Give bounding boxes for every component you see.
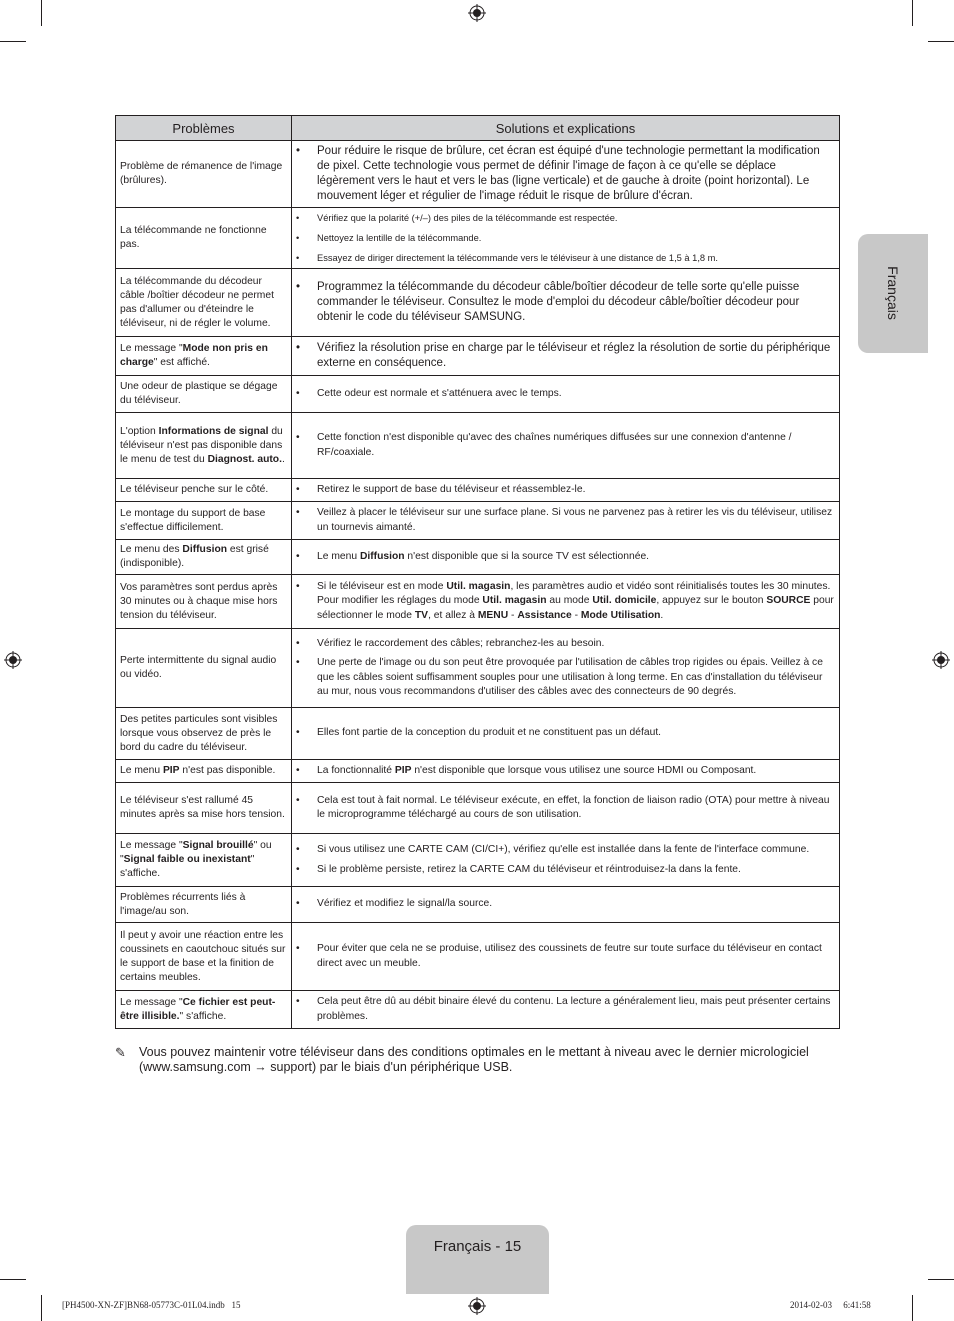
solution-item xyxy=(296,550,834,565)
problem-text-bold: Ce fichier est peut-être illisible. xyxy=(120,996,276,1022)
solution-text: Si vous utilisez une CARTE CAM (CI/CI+), vérifiez qu'elle est installée dans la fente de l'interface commune. xyxy=(317,844,810,855)
solution-item xyxy=(296,431,834,460)
solution-text: Pour réduire le risque de brûlure, cet écran est équipé d'une technologie permettant la modification de pixel. Cette technologie vous permet de définir l'image de façon à ce qu'elle se déplace légèrement vers le haut et vers le bas (ligne verticale) et de gauche à droite (point horizontal). Le mouvement léger et régulier de l'image réduit le risque de brûlure d'écran. xyxy=(317,145,820,202)
problem-text: Des petites particules sont visibles lorsque vous observez de près le bord du cadre du téléviseur. xyxy=(120,713,278,753)
solution-text-bold: MENU xyxy=(477,609,509,621)
solution-list xyxy=(296,942,834,971)
solution-text: Vérifiez la résolution prise en charge par le téléviseur et réglez la résolution de sortie du périphérique externe en conséquence. xyxy=(317,342,831,369)
language-tab-label: Français xyxy=(885,266,901,320)
problem-text: Le message " xyxy=(120,840,183,851)
footer-file-info: [PH4500-XN-ZF]BN68-05773C-01L04.indb 15 xyxy=(62,1300,241,1310)
problem-text-bold: Informations de signal xyxy=(158,425,269,437)
solution-text-bold: Util. magasin xyxy=(446,580,511,592)
solution-item xyxy=(296,580,834,624)
problem-cell xyxy=(116,269,292,337)
solution-text: Cela est tout à fait normal. Le téléviseur exécute, en effet, la fonction de liaison radio (OTA) pour mettre à niveau le microprogramme téléchargé au cours de son utilisation. xyxy=(317,794,830,820)
crop-mark xyxy=(41,0,42,26)
solution-item xyxy=(296,843,834,858)
firmware-note xyxy=(115,1045,815,1075)
problem-text: Le message " xyxy=(120,343,183,354)
solution-text: n'est disponible que lorsque vous utilisez une source HDMI ou Composant. xyxy=(411,764,757,776)
table-row xyxy=(116,337,840,376)
solution-cell xyxy=(292,575,840,629)
crop-mark xyxy=(0,41,26,42)
problem-text: Le montage du support de base s'effectue difficilement. xyxy=(120,507,266,533)
solution-text: Cela peut être dû au débit binaire élevé du contenu. La lecture a généralement lieu, mais peut présenter certains problèmes. xyxy=(317,996,831,1022)
solution-list xyxy=(296,506,834,535)
solution-text: Programmez la télécommande du décodeur câble/boîtier décodeur de telle sorte qu'elle puisse commander le téléviseur. Consultez le mode d'emploi du décodeur câble/boîtier décodeur pour obtenir le code du téléviseur SAMSUNG. xyxy=(317,281,800,323)
problem-text: L'option xyxy=(120,425,159,437)
problem-cell xyxy=(116,629,292,708)
solution-cell xyxy=(292,479,840,502)
table-row xyxy=(116,479,840,502)
registration-mark-icon xyxy=(932,651,950,669)
solution-item xyxy=(296,341,834,371)
solution-cell xyxy=(292,991,840,1029)
problem-cell xyxy=(116,760,292,783)
solution-text: Une perte de l'image ou du son peut être provoquée par l'utilisation de câbles trop rigides ou épais. Veillez à ce que les câbles soient suffisamment souples pour une utilisation à long terme. En cas d'installation du téléviseur au mur, nous vous recommandons d'utiliser des câbles avec des connecteurs de 90 degrés. xyxy=(317,657,823,697)
pencil-note-icon: ✎ xyxy=(115,1045,126,1060)
language-tab xyxy=(858,234,928,353)
table-row xyxy=(116,376,840,413)
solution-text: Nettoyez la lentille de la télécommande. xyxy=(317,232,482,243)
column-header-solutions: Solutions et explications xyxy=(292,116,840,141)
problem-text: Le message " xyxy=(120,996,183,1008)
problem-cell xyxy=(116,208,292,269)
problem-cell xyxy=(116,337,292,376)
problem-cell xyxy=(116,708,292,760)
solution-item xyxy=(296,995,834,1024)
problem-text: Vos paramètres sont perdus après 30 minutes ou à chaque mise hors tension du téléviseur. xyxy=(120,581,278,621)
table-row xyxy=(116,923,840,991)
solution-cell xyxy=(292,376,840,413)
problem-text: " s'affiche. xyxy=(179,1010,227,1022)
solution-text: pour sélectionner le mode xyxy=(317,595,834,621)
problem-text-bold: PIP xyxy=(162,765,180,776)
problem-cell xyxy=(116,923,292,991)
solution-list xyxy=(296,483,834,498)
solution-text-bold: Mode Utilisation xyxy=(580,609,661,621)
solution-text: . xyxy=(660,609,664,621)
problem-cell xyxy=(116,141,292,208)
solution-list xyxy=(296,387,834,402)
table-row xyxy=(116,991,840,1029)
problem-text-bold: Diffusion xyxy=(182,544,228,555)
solution-text-bold: Util. magasin xyxy=(482,595,547,607)
solution-text: , et allez à xyxy=(428,609,478,621)
table-row xyxy=(116,760,840,783)
solution-list xyxy=(296,144,834,204)
solution-item xyxy=(296,942,834,971)
solution-cell xyxy=(292,629,840,708)
solution-text: Si le problème persiste, retirez la CARTE CAM du téléviseur et réintroduisez-la dans la fente. xyxy=(317,863,741,875)
solution-text: , les paramètres audio et vidéo sont réinitialisés toutes les 30 minutes. Pour modifier les réglages du mode xyxy=(317,580,831,607)
note-text: Vous pouvez maintenir votre téléviseur dans des conditions optimales en le mettant à niveau avec le dernier micrologiciel (www.samsung.com → support) par le biais d'un périphérique USB. xyxy=(139,1045,809,1074)
solution-item xyxy=(296,252,834,265)
crop-mark xyxy=(928,1279,954,1280)
problem-cell xyxy=(116,887,292,923)
problem-text: Perte intermittente du signal audio ou vidéo. xyxy=(120,655,277,680)
solution-list xyxy=(296,897,834,912)
solution-text: - xyxy=(571,609,581,621)
solution-cell xyxy=(292,413,840,479)
solution-cell xyxy=(292,337,840,376)
solution-cell xyxy=(292,502,840,540)
solution-list xyxy=(296,431,834,460)
solution-item xyxy=(296,863,834,878)
table-row xyxy=(116,269,840,337)
problem-text-bold: Diagnost. auto. xyxy=(207,453,282,465)
problem-cell xyxy=(116,834,292,887)
solution-text: Cette odeur est normale et s'atténuera avec le temps. xyxy=(317,387,562,399)
solution-list xyxy=(296,280,834,325)
solution-item xyxy=(296,387,834,402)
column-header-problems: Problèmes xyxy=(116,116,292,141)
solution-text: , appuyez sur le bouton xyxy=(656,595,767,607)
solution-text: Essayez de diriger directement la télécommande vers le téléviseur à une distance de 1,5 à 1,8 m. xyxy=(317,252,719,263)
problem-text: Il peut y avoir une réaction entre les coussinets en caoutchouc situés sur le support de base et la finition de certains meubles. xyxy=(120,929,286,983)
solution-item xyxy=(296,897,834,912)
table-row xyxy=(116,783,840,834)
problem-text-bold: Mode non pris en charge xyxy=(120,343,268,368)
solution-text: Retirez le support de base du téléviseur et réassemblez-le. xyxy=(317,483,586,495)
solution-text: Pour éviter que cela ne se produise, utilisez des coussinets de feutre sur toute surface du téléviseur en contact direct avec un meuble. xyxy=(317,943,822,969)
problem-cell xyxy=(116,502,292,540)
problem-text: " s'affiche. xyxy=(120,854,255,879)
solution-text: Elles font partie de la conception du produit et ne constituent pas un défaut. xyxy=(317,727,662,739)
problem-text: n'est pas disponible. xyxy=(179,765,276,776)
solution-cell xyxy=(292,887,840,923)
solution-cell xyxy=(292,269,840,337)
solution-text: Cette fonction n'est disponible qu'avec des chaînes numériques diffusées sur une connexion d'antenne / RF/coaxiale. xyxy=(317,432,792,458)
table-row xyxy=(116,834,840,887)
problem-cell xyxy=(116,376,292,413)
crop-mark xyxy=(928,41,954,42)
table-body xyxy=(116,141,840,1029)
problem-text: " est affiché. xyxy=(153,357,210,368)
table-row xyxy=(116,208,840,269)
problem-text: . xyxy=(281,453,285,465)
registration-mark-icon xyxy=(468,1297,486,1315)
solution-text-bold: TV xyxy=(414,609,429,621)
solution-text-bold: SOURCE xyxy=(766,595,811,607)
table-row xyxy=(116,887,840,923)
solution-list xyxy=(296,637,834,700)
solution-text: Veillez à placer le téléviseur sur une surface plane. Si vous ne parvenez pas à retirer les vis du téléviseur, utilisez un tournevis aimanté. xyxy=(317,507,833,533)
problem-text: Une odeur de plastique se dégage du téléviseur. xyxy=(120,381,278,406)
problem-cell xyxy=(116,783,292,834)
solution-list xyxy=(296,726,834,741)
solution-item xyxy=(296,483,834,498)
solution-cell xyxy=(292,923,840,991)
solution-item xyxy=(296,212,834,225)
page-number: Français - 15 xyxy=(433,1238,522,1255)
problem-text-bold: Signal faible ou inexistant xyxy=(123,854,251,865)
solution-item xyxy=(296,726,834,741)
crop-mark xyxy=(41,1295,42,1321)
problem-cell xyxy=(116,540,292,575)
solution-cell xyxy=(292,834,840,887)
solution-item xyxy=(296,280,834,325)
problem-text: Le menu xyxy=(120,765,163,776)
solution-list xyxy=(296,764,834,779)
problem-cell xyxy=(116,991,292,1029)
solution-text: - xyxy=(508,609,518,621)
solution-cell xyxy=(292,141,840,208)
solution-text-bold: Assistance xyxy=(517,609,572,621)
problem-text: Problème de rémanence de l'image (brûlures). xyxy=(120,161,283,186)
solution-cell xyxy=(292,208,840,269)
solution-text: Le menu xyxy=(317,550,360,562)
problem-text: " ou " xyxy=(120,840,272,865)
table-row xyxy=(116,575,840,629)
solution-text-bold: Util. domicile xyxy=(592,595,657,607)
solution-text: Si le téléviseur est en mode xyxy=(317,580,447,592)
crop-mark xyxy=(0,1279,26,1280)
problem-text: Le téléviseur s'est rallumé 45 minutes après sa mise hors tension. xyxy=(120,795,285,820)
solution-list xyxy=(296,212,834,265)
solution-text: Vérifiez le raccordement des câbles; rebranchez-les au besoin. xyxy=(317,637,605,649)
solution-list xyxy=(296,794,834,823)
solution-list xyxy=(296,843,834,877)
solution-item xyxy=(296,637,834,652)
solution-item xyxy=(296,232,834,245)
crop-mark xyxy=(912,1295,913,1321)
problem-cell xyxy=(116,575,292,629)
solution-item xyxy=(296,764,834,779)
solution-text: n'est disponible que si la source TV est sélectionnée. xyxy=(404,550,650,562)
problem-text: Le menu des xyxy=(120,544,183,555)
table-row xyxy=(116,629,840,708)
solution-item xyxy=(296,794,834,823)
solution-text: au mode xyxy=(546,595,593,607)
solution-list xyxy=(296,580,834,624)
table-row xyxy=(116,540,840,575)
table-header-row xyxy=(116,116,840,141)
troubleshooting-table xyxy=(115,115,840,1029)
solution-list xyxy=(296,995,834,1024)
problem-text: La télécommande ne fonctionne pas. xyxy=(120,225,267,250)
solution-item xyxy=(296,144,834,204)
solution-item xyxy=(296,656,834,700)
problem-text: Problèmes récurrents liés à l'image/au son. xyxy=(120,891,246,917)
crop-mark xyxy=(912,0,913,26)
solution-cell xyxy=(292,760,840,783)
footer-timestamp: 2014-02-03 6:41:58 xyxy=(790,1300,871,1310)
problem-text: du téléviseur n'est pas disponible dans le menu de test du xyxy=(120,425,283,465)
solution-text: La fonctionnalité xyxy=(317,764,395,776)
solution-text: Vérifiez et modifiez le signal/la source. xyxy=(317,898,493,910)
solution-text-bold: Diffusion xyxy=(359,550,405,562)
problem-cell xyxy=(116,479,292,502)
problem-text: Le téléviseur penche sur le côté. xyxy=(120,484,269,495)
table-row xyxy=(116,708,840,760)
solution-cell xyxy=(292,708,840,760)
solution-list xyxy=(296,341,834,371)
page-number-tab xyxy=(406,1225,549,1294)
solution-item xyxy=(296,506,834,535)
problem-text: La télécommande du décodeur câble /boîtier décodeur ne permet pas d'allumer ou d'éteindre le téléviseur, ni de régler le volume. xyxy=(120,275,274,329)
solution-cell xyxy=(292,783,840,834)
solution-cell xyxy=(292,540,840,575)
problem-text: est grisé (indisponible). xyxy=(120,544,269,569)
table-row xyxy=(116,413,840,479)
registration-mark-icon xyxy=(468,4,486,22)
problem-cell xyxy=(116,413,292,479)
problem-text-bold: Signal brouillé xyxy=(182,840,254,851)
solution-text-bold: PIP xyxy=(394,764,412,776)
solution-list xyxy=(296,550,834,565)
table-row xyxy=(116,502,840,540)
registration-mark-icon xyxy=(4,651,22,669)
table-row xyxy=(116,141,840,208)
solution-text: Vérifiez que la polarité (+/–) des piles de la télécommande est respectée. xyxy=(317,212,618,223)
